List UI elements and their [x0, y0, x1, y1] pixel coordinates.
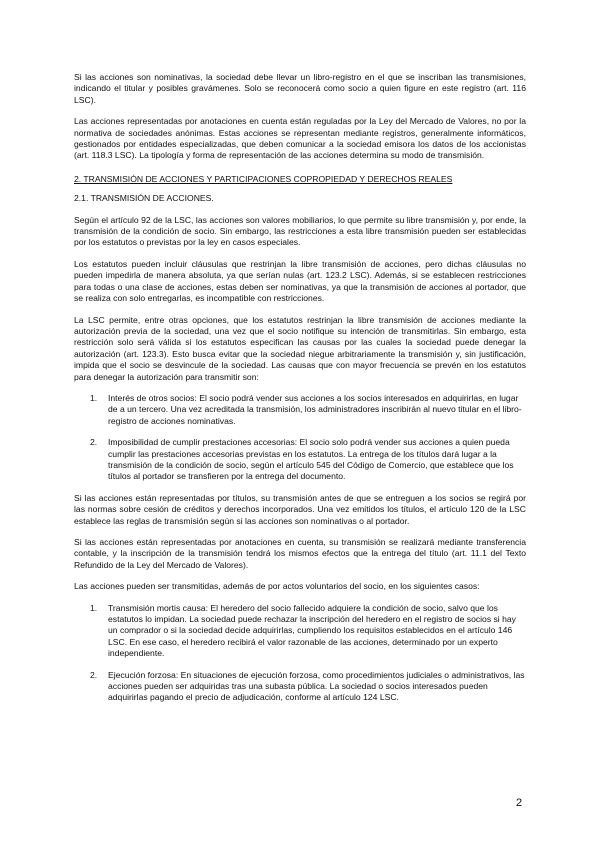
document-page: [74, 72, 526, 714]
paragraph: Si las acciones están representadas por anotaciones en cuenta, su transmisión se realizará mediante transferencia contable, y la inscripción de la transmisión tendrá los mismos efectos que la entrega del título (art. 11.1 del Texto Refundido de la Ley del Mercado de Valores).: [74, 537, 526, 570]
list-item-text: Interés de otros socios: El socio podrá vender sus acciones a los socios interesados en adquirirlas, en lugar de a un tercero. Una vez acreditada la transmisión, los administradores inscribirán al nuevo titular en el libro-registro de acciones nominativas.: [108, 392, 522, 426]
list-number: 2.: [90, 669, 98, 680]
list-item: [74, 670, 526, 704]
paragraph: La LSC permite, entre otras opciones, que los estatutos restrinjan la libre transmisión de acciones mediante la autorización previa de la sociedad, una vez que el socio notifique su intención de transmitirlas. Sin embargo, esta restricción solo será válida si los estatutos especifican las causas por las cuales la sociedad puede denegar la autorización (art. 123.3). Esto busca evitar que la sociedad niegue arbitrariamente la transmisión y, sin justificación, impida que el socio se desvincule de la sociedad. Las causas que con mayor frecuencia se prevén en los estatutos para denegar la autorización para transmitir son:: [74, 314, 526, 382]
list-item-text: Transmisión mortis causa: El heredero del socio fallecido adquiere la condición de socio, salvo que los estatutos lo impidan. La sociedad puede rechazar la inscripción del heredero en el registro de socios si hay un comprador o si la sociedad decide adquirirlas, cumpliendo los requisitos establecidos en el artículo 146 LSC. En ese caso, el heredero recibirá el valor razonable de las acciones, determinado por un experto independiente.: [108, 602, 516, 659]
page-number: 2: [516, 797, 523, 809]
cases-list: [74, 603, 526, 704]
list-item: [74, 603, 526, 660]
list-item: [74, 393, 526, 427]
list-item-text: Ejecución forzosa: En situaciones de ejecución forzosa, como procedimientos judiciales o administrativos, las acciones pueden ser adquiridas tras una subasta pública. La sociedad o socios interesados pueden adquirirlas pagando el precio de adjudicación, conforme al artículo 124 LSC.: [108, 669, 525, 703]
list-item-text: Imposibilidad de cumplir prestaciones accesorias: El socio solo podrá vender sus acciones a quien pueda cumplir las prestaciones accesorias previstas en los estatutos. La entrega de los títulos dará lugar a la transmisión de la condición de socio, según el artículo 545 del Código de Comercio, que establece que los títulos al portador se transfieren por la entrega del documento.: [108, 437, 514, 482]
paragraph: Según el artículo 92 de la LSC, las acciones son valores mobiliarios, lo que permite su libre transmisión y, por ende, la transmisión de la condición de socio. Sin embargo, las restricciones a esta libre transmisión pueden ser establecidas por los estatutos o previstas por la ley en casos especiales.: [74, 214, 526, 248]
subsection-heading: 2.1. TRANSMISIÓN DE ACCIONES.: [74, 193, 214, 204]
list-number: 2.: [90, 437, 98, 448]
list-item: [74, 437, 526, 483]
paragraph: Las acciones pueden ser transmitidas, además de por actos voluntarios del socio, en los siguientes casos:: [74, 581, 480, 592]
section-heading: 2. TRANSMISIÓN DE ACCIONES Y PARTICIPACIONES COPROPIEDAD Y DERECHOS REALES: [74, 173, 453, 184]
causes-list: [74, 393, 526, 483]
paragraph: Si las acciones son nominativas, la sociedad debe llevar un libro-registro en el que se inscriban las transmisiones, indicando el titular y posibles gravámenes. Solo se reconocerá como socio a quien figure en este registro (art. 116 LSC).: [74, 72, 526, 105]
paragraph: Los estatutos pueden incluir cláusulas que restrinjan la libre transmisión de acciones, pero dichas cláusulas no pueden impedirla de manera absoluta, ya que serían nulas (art. 123.2 LSC). Además, si se establecen restricciones para todas o una clase de acciones, estas deben ser nominativas, ya que la transmisión de acciones al portador, que se realiza con solo entregarlas, es incompatible con restricciones.: [74, 258, 526, 304]
paragraph: Si las acciones están representadas por títulos, su transmisión antes de que se entreguen a los socios se regirá por las normas sobre cesión de créditos y derechos incorporados. Una vez emitidos los títulos, el artículo 120 de la LSC establece las reglas de transmisión según si las acciones son nominativas o al portador.: [74, 492, 526, 526]
list-number: 1.: [90, 392, 98, 403]
list-number: 1.: [90, 602, 98, 613]
paragraph: Las acciones representadas por anotaciones en cuenta están reguladas por la Ley del Mercado de Valores, no por la normativa de sociedades anónimas. Estas acciones se representan mediante registros, generalmente informáticos, gestionados por entidades especializadas, que deben comunicar a la sociedad emisora los datos de los accionistas (art. 118.3 LSC). La tipología y forma de representación de las acciones determina su modo de transmisión.: [74, 116, 526, 161]
